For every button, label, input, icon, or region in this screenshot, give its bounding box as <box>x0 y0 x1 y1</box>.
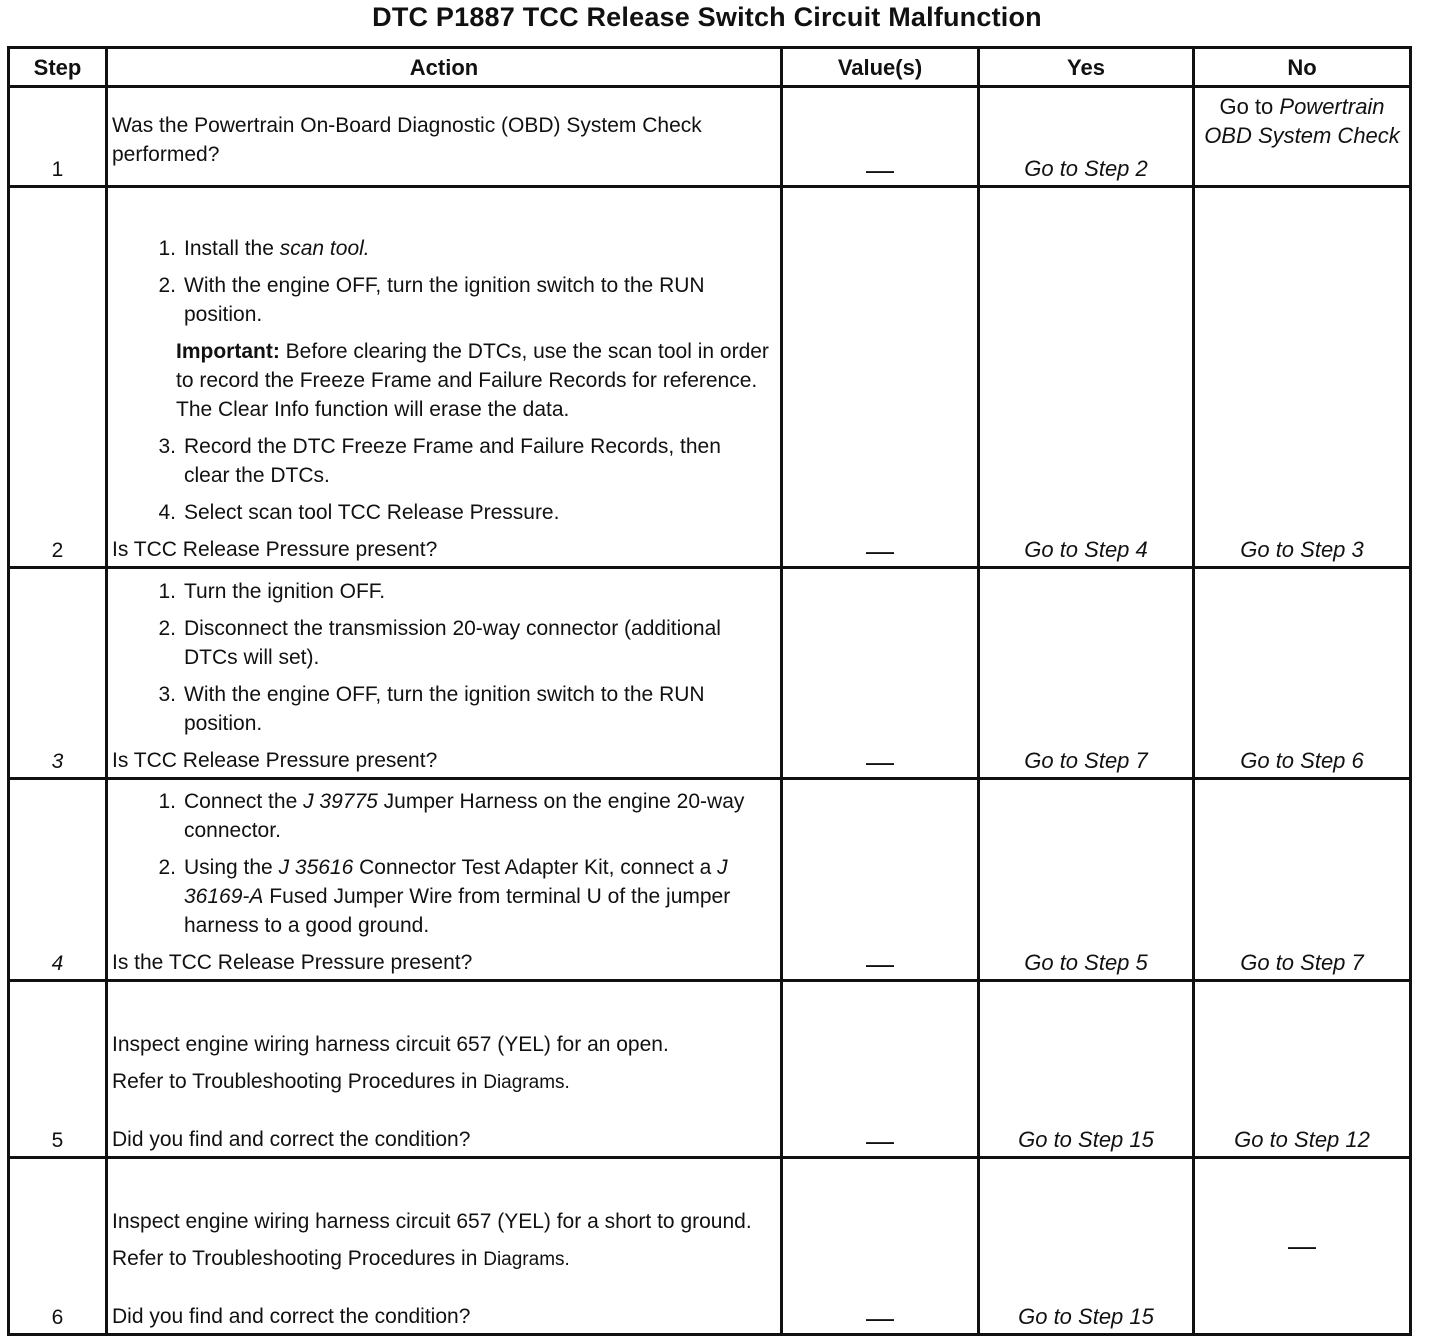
step-number: 5 <box>9 981 107 1158</box>
diagrams-link[interactable]: Diagrams. <box>483 1249 570 1270</box>
header-no: No <box>1194 48 1411 87</box>
action-instruction: Inspect engine wiring harness circuit 657 (YEL) for an open. <box>112 1033 669 1056</box>
table-row-step-6 <box>9 1158 1411 1335</box>
action-question: Did you find and correct the condition? <box>112 1128 471 1151</box>
yes-link[interactable]: Go to Step 2 <box>979 87 1194 187</box>
action-reference: Refer to Troubleshooting Procedures in Diagrams. <box>112 1070 570 1093</box>
yes-link[interactable]: Go to Step 7 <box>979 568 1194 779</box>
header-action: Action <box>107 48 782 87</box>
tool-j39775: J 39775 <box>303 790 378 813</box>
action-question: Is TCC Release Pressure present? <box>112 538 438 561</box>
value-cell: — <box>782 1158 979 1335</box>
list-item: 3. Record the DTC Freeze Frame and Failure Records, then clear the DTCs. <box>158 435 721 487</box>
action-question: Is TCC Release Pressure present? <box>112 749 438 772</box>
step-number: 3 <box>9 568 107 779</box>
no-cell <box>1194 87 1411 187</box>
step-number: 1 <box>9 87 107 187</box>
list-item: 1. Turn the ignition OFF. <box>158 580 386 603</box>
yes-link[interactable]: Go to Step 4 <box>979 187 1194 568</box>
yes-link[interactable]: Go to Step 5 <box>979 779 1194 981</box>
action-cell <box>107 568 782 779</box>
value-cell: — <box>782 779 979 981</box>
list-item: 1. Connect the J 39775 Jumper Harness on the engine 20-way connector. <box>158 790 745 842</box>
step-number: 2 <box>9 187 107 568</box>
action-question: Was the Powertrain On-Board Diagnostic (OBD) System Check performed? <box>112 113 702 166</box>
table-row-step-3 <box>9 568 1411 779</box>
list-item: 4. Select scan tool TCC Release Pressure. <box>158 501 560 524</box>
action-instruction: Inspect engine wiring harness circuit 657 (YEL) for a short to ground. <box>112 1210 752 1233</box>
no-link[interactable]: Go to Step 12 <box>1194 981 1411 1158</box>
action-question: Did you find and correct the condition? <box>112 1305 471 1328</box>
no-prefix: Go to <box>1219 94 1274 119</box>
table-row-step-1 <box>9 87 1411 187</box>
header-step: Step <box>9 48 107 87</box>
value-cell: — <box>782 87 979 187</box>
action-cell <box>107 779 782 981</box>
header-yes: Yes <box>979 48 1194 87</box>
table-header-row <box>9 48 1411 87</box>
list-item: 3. With the engine OFF, turn the ignition switch to the RUN position. <box>158 683 705 735</box>
action-cell <box>107 981 782 1158</box>
action-cell <box>107 87 782 187</box>
yes-link[interactable]: Go to Step 15 <box>979 1158 1194 1335</box>
table-row-step-2 <box>9 187 1411 568</box>
header-values: Value(s) <box>782 48 979 87</box>
step-number: 6 <box>9 1158 107 1335</box>
no-link[interactable]: Go to Step 6 <box>1194 568 1411 779</box>
diagrams-link[interactable]: Diagrams. <box>483 1072 570 1093</box>
important-note: Important: Before clearing the DTCs, use the scan tool in order to record the Freeze Frame and Failure Records for reference. The Clear Info function will erase the data. <box>176 340 769 421</box>
page-title: DTC P1887 TCC Release Switch Circuit Malfunction <box>372 2 1042 32</box>
action-question: Is the TCC Release Pressure present? <box>112 951 473 974</box>
table-row-step-5 <box>9 981 1411 1158</box>
action-cell <box>107 187 782 568</box>
table-row-step-4 <box>9 779 1411 981</box>
no-link-obd-check[interactable]: Powertrain OBD System Check <box>1204 94 1400 148</box>
no-cell: — <box>1194 1158 1411 1335</box>
value-cell: — <box>782 981 979 1158</box>
scan-tool-link: scan tool. <box>279 237 370 260</box>
tool-j36169a: J 36169-A <box>184 856 728 908</box>
list-item: 1. Install the scan tool. <box>158 237 370 260</box>
value-cell: — <box>782 187 979 568</box>
no-link[interactable]: Go to Step 7 <box>1194 779 1411 981</box>
no-link[interactable]: Go to Step 3 <box>1194 187 1411 568</box>
yes-link[interactable]: Go to Step 15 <box>979 981 1194 1158</box>
action-reference: Refer to Troubleshooting Procedures in Diagrams. <box>112 1247 570 1270</box>
list-item: 2. Disconnect the transmission 20-way connector (additional DTCs will set). <box>158 617 721 669</box>
action-cell <box>107 1158 782 1335</box>
list-item: 2. Using the J 35616 Connector Test Adapter Kit, connect a J 36169-A Fused Jumper Wire from terminal U of the jumper harness to a good ground. <box>158 856 731 937</box>
list-item: 2. With the engine OFF, turn the ignition switch to the RUN position. <box>158 274 705 326</box>
diagnostic-table <box>7 46 1412 1336</box>
tool-j35616: J 35616 <box>278 856 354 879</box>
step-number: 4 <box>9 779 107 981</box>
value-cell: — <box>782 568 979 779</box>
